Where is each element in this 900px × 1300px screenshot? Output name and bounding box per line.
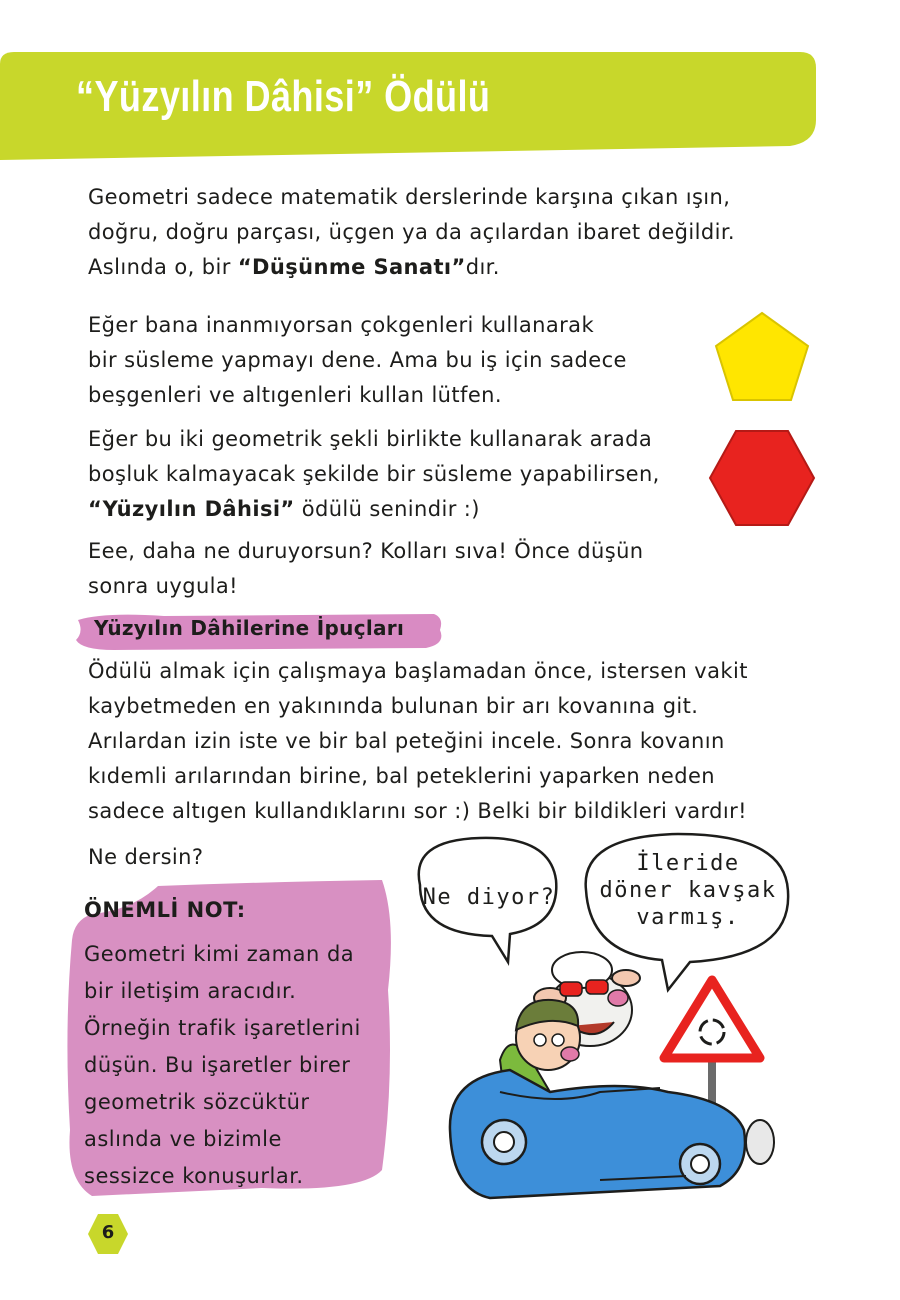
hexagon-icon [706, 428, 818, 528]
note-line: düşün. Bu işaretler birer [84, 1053, 351, 1077]
bubble-line: döner kavşak [599, 878, 777, 903]
intro-line: Geometri sadece matematik derslerinde karşına çıkan ışın, [88, 185, 731, 209]
note-line: geometrik sözcüktür [84, 1090, 310, 1114]
page-title: “Yüzyılın Dâhisi” Ödülü [76, 72, 491, 121]
award-name: “Yüzyılın Dâhisi” [88, 497, 295, 521]
pentagon-icon [712, 310, 812, 404]
challenge-paragraph-2 [88, 422, 660, 527]
intro-line: Aslında o, bir [88, 255, 238, 279]
note-line: sessizce konuşurlar. [84, 1164, 304, 1188]
challenge-line: boşluk kalmayacak şekilde bir süsleme yapabilirsen, [88, 462, 660, 486]
tips-line: kıdemli arılarından birine, bal peteklerini yaparken neden [88, 764, 716, 788]
challenge-line: sonra uygula! [88, 574, 238, 598]
note-line: aslında ve bizimle [84, 1127, 282, 1151]
challenge-line: beşgenleri ve altıgenleri kullan lütfen. [88, 383, 502, 407]
tips-heading [74, 610, 446, 652]
challenge-line: Eee, daha ne duruyorsun? Kolları sıva! Önce düşün [88, 539, 644, 563]
tips-question [88, 840, 203, 875]
page-number-badge [86, 1212, 130, 1256]
tips-line: Arılardan izin iste ve bir bal peteğini incele. Sonra kovanın [88, 729, 725, 753]
challenge-line: ödülü senindir :) [294, 497, 480, 521]
tips-line: Ödülü almak için çalışmaya başlamadan önce, istersen vakit [88, 659, 748, 683]
challenge-paragraph-3 [88, 534, 644, 604]
note-text [84, 936, 384, 1195]
title-banner [0, 50, 900, 162]
tips-line: sadece altıgen kullandıklarını sor :) Belki bir bildikleri vardır! [88, 799, 747, 823]
note-line: Örneğin trafik işaretlerini [84, 1016, 361, 1040]
page-number: 6 [101, 1222, 115, 1243]
note-line: bir iletişim aracıdır. [84, 979, 297, 1003]
speech-bubble-right-text [590, 850, 786, 931]
challenge-line: bir süsleme yapmayı dene. Ama bu iş için sadece [88, 348, 627, 372]
speech-bubble-left-text: Ne diyor? [422, 885, 556, 910]
challenge-paragraph [88, 308, 627, 413]
bubble-line: İleride [636, 851, 740, 876]
intro-line: doğru, doğru parçası, üçgen ya da açılardan ibaret değildir. [88, 220, 736, 244]
intro-paragraph [88, 180, 735, 285]
challenge-line: Eğer bu iki geometrik şekli birlikte kullanarak arada [88, 427, 653, 451]
intro-line-end: dır. [465, 255, 500, 279]
note-line: Geometri kimi zaman da [84, 942, 355, 966]
note-title: ÖNEMLİ NOT: [84, 898, 246, 922]
tips-heading-text: Yüzyılın Dâhilerine İpuçları [94, 616, 405, 640]
bubble-line: varmış. [636, 905, 740, 930]
challenge-line: Eğer bana inanmıyorsan çokgenleri kullanarak [88, 313, 595, 337]
car-icon [450, 1070, 774, 1198]
intro-emphasis: “Düşünme Sanatı” [237, 255, 466, 279]
tips-paragraph [88, 654, 748, 829]
tips-line: kaybetmeden en yakınında bulunan bir arı kovanına git. [88, 694, 699, 718]
tips-line: Ne dersin? [88, 845, 204, 869]
